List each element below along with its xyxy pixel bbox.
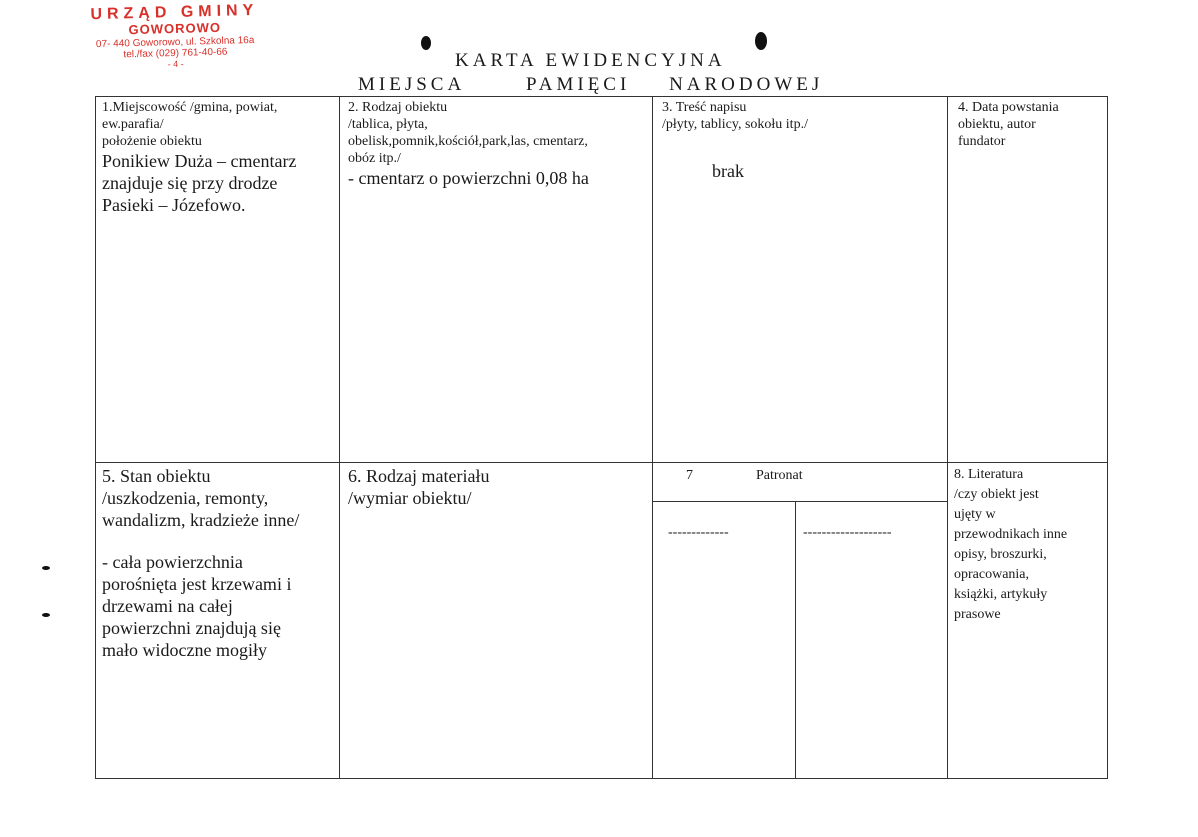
cell-patronage-label: Patronat	[756, 468, 803, 483]
stamp-phone: tel./fax (029) 761-40-66	[123, 46, 228, 61]
subtitle-word-3: NARODOWEJ	[669, 74, 824, 95]
column-divider	[652, 97, 653, 778]
cell-material	[348, 465, 648, 509]
cell-literature-header: 8. Literatura /czy obiekt jest ujęty w przewodnikach inne opisy, broszurki, opracowania, książki, artykuły prasowe	[954, 467, 1068, 622]
patronat-split	[795, 501, 796, 778]
subtitle-word-2: PAMIĘCI	[525, 74, 631, 95]
cell-literature	[954, 465, 1106, 625]
row-divider	[96, 462, 1107, 463]
office-stamp	[59, 1, 291, 72]
cell-object-condition-header: 5. Stan obiektu /uszkodzenia, remonty, wandalizm, kradzieże inne/	[102, 466, 300, 530]
cell-object-type-value: - cmentarz o powierzchni 0,08 ha	[348, 168, 589, 188]
cell-creation-date	[958, 99, 1108, 150]
cell-object-type	[348, 99, 648, 189]
cell-object-type-header: 2. Rodzaj obiektu /tablica, płyta, obelisk,pomnik,kościół,park,las, cmentarz, obóz itp./	[348, 100, 588, 166]
patronage-right-value: -------------------	[803, 525, 892, 540]
cell-inscription-header: 3. Treść napisu /płyty, tablicy, sokołu itp./	[662, 100, 808, 132]
margin-mark-1	[42, 566, 50, 570]
cell-patronage-number: 7	[686, 468, 693, 483]
cell-object-condition-value: - cała powierzchnia porośnięta jest krzewami i drzewami na całej powierzchni znajdują się mało widoczne mogiły	[102, 552, 292, 660]
cell-creation-date-header: 4. Data powstania obiektu, autor fundator	[958, 100, 1059, 149]
column-divider	[339, 97, 340, 778]
cell-location-header: 1.Miejscowość /gmina, powiat, ew.parafia/ położenie obiektu	[102, 100, 278, 149]
patronat-divider	[652, 501, 947, 502]
stamp-office-name: URZĄD GMINY	[90, 1, 259, 24]
patronage-left-value: -------------	[668, 525, 729, 540]
ink-blot-right	[755, 32, 767, 50]
stamp-address: 07- 440 Goworowo, ul. Szkolna 16a	[95, 34, 255, 51]
ink-blot-left	[421, 36, 431, 50]
cell-object-condition	[102, 465, 338, 661]
stamp-municipality: GOWOROWO	[128, 19, 222, 38]
margin-mark-2	[42, 613, 50, 617]
cell-inscription	[662, 99, 942, 182]
cell-material-header: 6. Rodzaj materiału /wymiar obiektu/	[348, 466, 490, 508]
cell-inscription-value: brak	[712, 161, 744, 181]
cell-location-value: Ponikiew Duża – cmentarz znajduje się przy drodze Pasieki – Józefowo.	[102, 151, 297, 215]
cell-location	[102, 99, 336, 216]
subtitle-word-1: MIEJSCA	[358, 74, 466, 95]
column-divider	[947, 97, 948, 778]
document-subtitle	[358, 74, 823, 96]
record-form-table	[95, 96, 1108, 779]
document-title: KARTA EWIDENCYJNA	[455, 50, 726, 71]
stamp-page-number: - 4 -	[167, 58, 184, 70]
